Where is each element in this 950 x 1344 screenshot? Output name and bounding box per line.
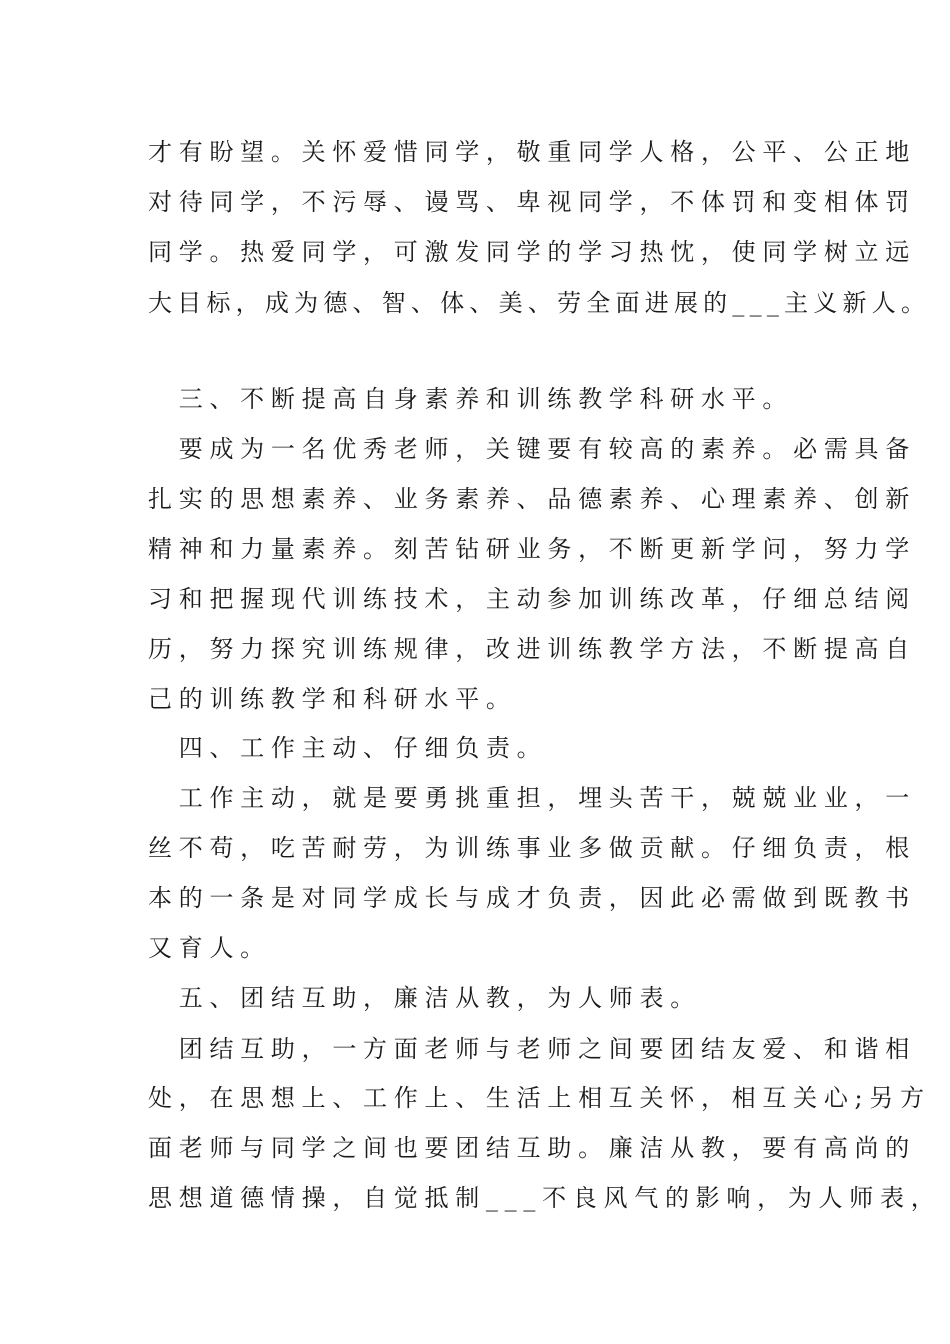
text-line: 才有盼望。关怀爱惜同学，敬重同学人格，公平、公正地: [148, 138, 916, 166]
text-line: 扎实的思想素养、业务素养、品德素养、心理素养、创新: [148, 485, 916, 513]
text-line: 己的训练教学和科研水平。: [148, 685, 517, 713]
text-line: 团结互助，一方面老师与老师之间要团结友爱、和谐相: [148, 1035, 916, 1063]
text-line: 历，努力探究训练规律，改进训练教学方法，不断提高自: [148, 635, 916, 663]
text-line: 精神和力量素养。刻苦钻研业务，不断更新学问，努力学: [148, 535, 916, 563]
text-line: 面老师与同学之间也要团结互助。廉洁从教，要有高尚的: [148, 1134, 916, 1162]
text-line: 大目标，成为德、智、体、美、劳全面进展的___主义新人。: [148, 289, 931, 317]
text-line: 工作主动，就是要勇挑重担，埋头苦干，兢兢业业，一: [148, 784, 916, 812]
text-line: 思想道德情操，自觉抵制___不良风气的影响，为人师表，: [148, 1184, 942, 1212]
section-heading-3: 三、不断提高自身素养和训练教学科研水平。: [148, 385, 794, 413]
text-line: 同学。热爱同学，可激发同学的学习热忱，使同学树立远: [148, 238, 916, 266]
section-heading-5: 五、团结互助，廉洁从教，为人师表。: [148, 984, 701, 1012]
text-line: 丝不苟，吃苦耐劳，为训练事业多做贡献。仔细负责，根: [148, 834, 916, 862]
text-line: 处，在思想上、工作上、生活上相互关怀，相互关心;另方: [148, 1084, 931, 1112]
text-line: 要成为一名优秀老师，关键要有较高的素养。必需具备: [148, 435, 916, 463]
text-line: 习和把握现代训练技术，主动参加训练改革，仔细总结阅: [148, 585, 916, 613]
text-line: 又育人。: [148, 934, 271, 962]
text-line: 本的一条是对同学成长与成才负责，因此必需做到既教书: [148, 884, 916, 912]
text-line: 对待同学，不污辱、谩骂、卑视同学，不体罚和变相体罚: [148, 188, 916, 216]
section-heading-4: 四、工作主动、仔细负责。: [148, 734, 548, 762]
